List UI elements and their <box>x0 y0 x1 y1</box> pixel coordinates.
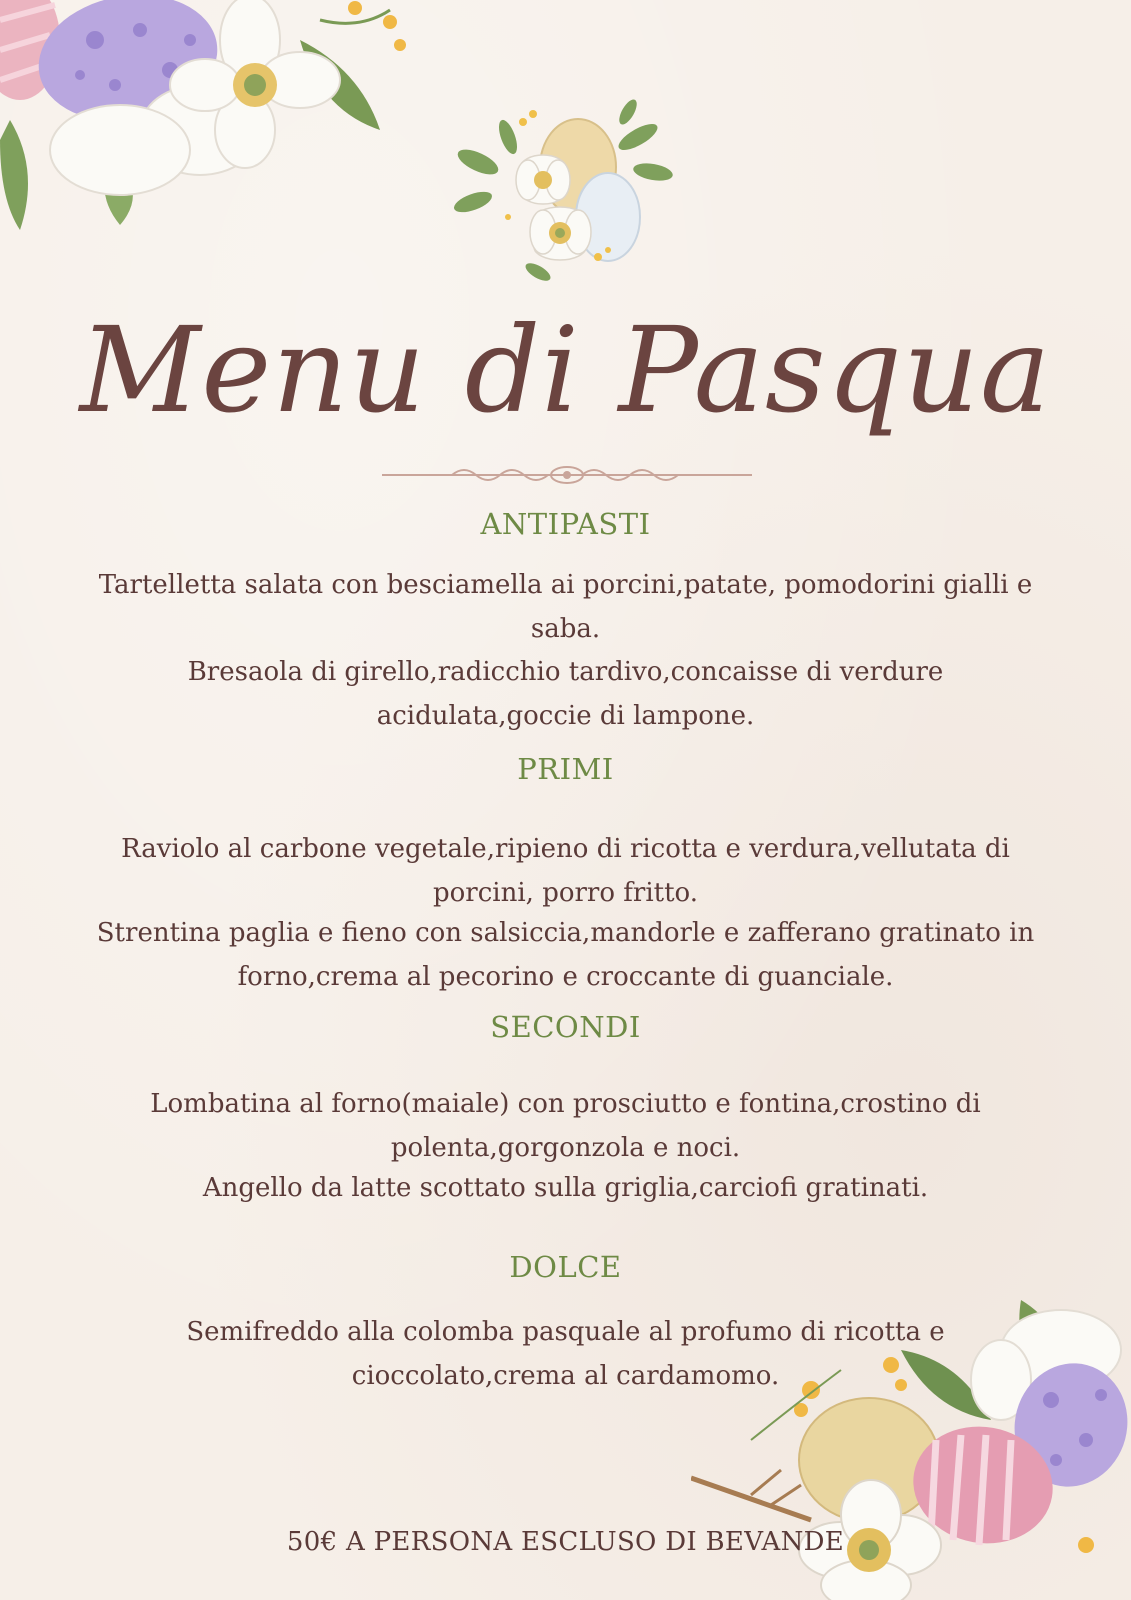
menu-item-primi-2: Strentina paglia e fieno con salsiccia,mandorle e zafferano gratinato in forno,crema al pecorino e croccante di guanciale. <box>96 918 1035 992</box>
menu-item-primi-1: Raviolo al carbone vegetale,ripieno di ricotta e verdura,vellutata di porcini, porro fritto. <box>121 834 1010 908</box>
section-heading-dolce: DOLCE <box>509 1250 622 1284</box>
menu-title: Menu di Pasqua <box>79 301 1052 439</box>
section-heading-secondi: SECONDI <box>490 1010 641 1044</box>
menu-item-secondi-2: Angello da latte scottato sulla griglia,carciofi gratinati. <box>202 1173 929 1203</box>
easter-flowers-corner-top-left <box>0 0 420 240</box>
section-heading-antipasti: ANTIPASTI <box>480 507 651 541</box>
section-heading-primi: PRIMI <box>517 752 614 786</box>
ornamental-divider <box>382 462 752 488</box>
menu-item-antipasti-1: Tartelletta salata con besciamella ai porcini,patate, pomodorini gialli e saba. <box>98 570 1033 644</box>
menu-item-dolce-1: Semifreddo alla colomba pasquale al profumo di ricotta e cioccolato,crema al cardamomo. <box>186 1317 945 1391</box>
price-note: 50€ A PERSONA ESCLUSO DI BEVANDE <box>286 1527 845 1557</box>
easter-egg-bouquet-top <box>448 92 684 288</box>
menu-item-secondi-1: Lombatina al forno(maiale) con prosciutto e fontina,crostino di polenta,gorgonzola e noci. <box>150 1089 981 1163</box>
menu-item-antipasti-2: Bresaola di girello,radicchio tardivo,concaisse di verdure acidulata,goccie di lampone. <box>187 657 944 731</box>
